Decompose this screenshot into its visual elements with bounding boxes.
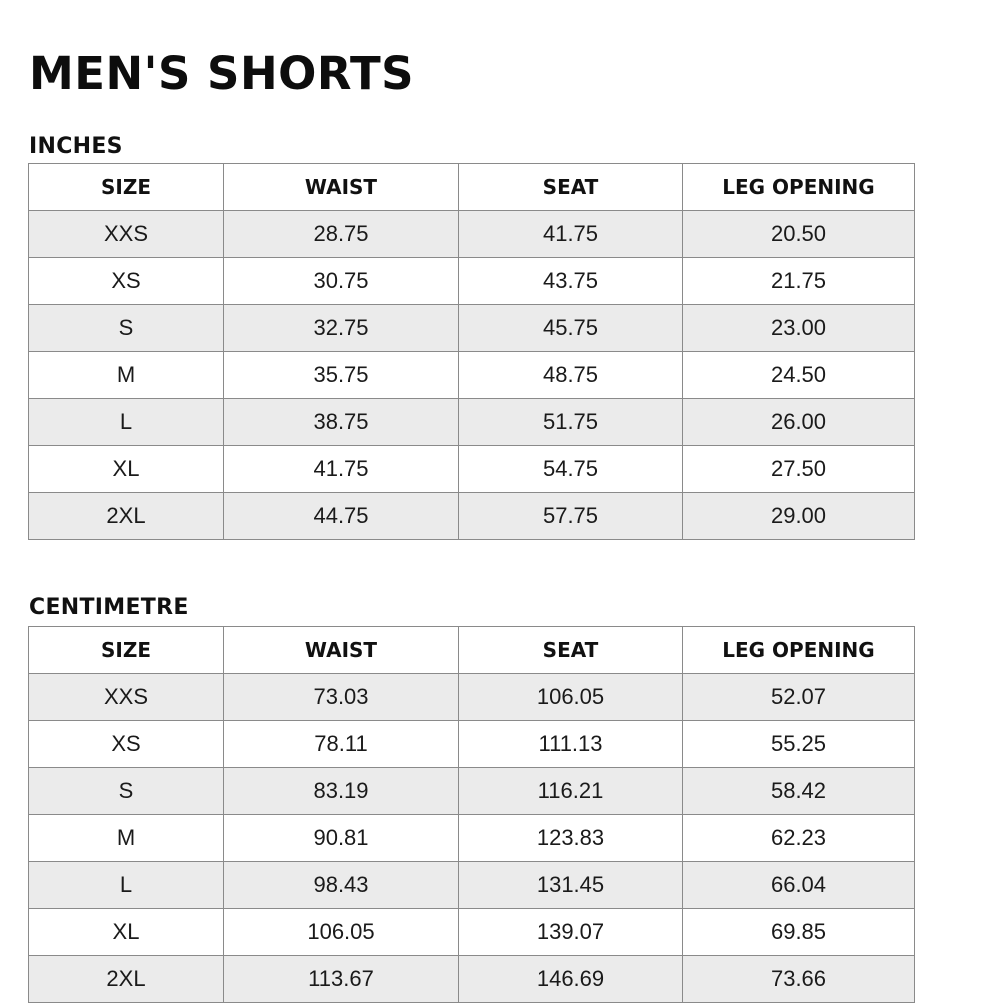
table-row — [29, 862, 915, 909]
cell-seat: 54.75 — [459, 446, 683, 493]
cell-waist: 28.75 — [224, 211, 459, 258]
cell-waist: 30.75 — [224, 258, 459, 305]
table-row — [29, 674, 915, 721]
table-row — [29, 768, 915, 815]
cell-seat: 123.83 — [459, 815, 683, 862]
size-table-centimetre — [28, 626, 915, 1003]
cell-size: M — [29, 815, 224, 862]
cell-leg-opening: 66.04 — [683, 862, 915, 909]
cell-leg-opening: 73.66 — [683, 956, 915, 1003]
cell-size: XXS — [29, 211, 224, 258]
table-header-row — [29, 164, 915, 211]
table-row — [29, 721, 915, 768]
cell-seat: 57.75 — [459, 493, 683, 540]
table-row — [29, 815, 915, 862]
cell-size: S — [29, 768, 224, 815]
cell-leg-opening: 52.07 — [683, 674, 915, 721]
cell-seat: 45.75 — [459, 305, 683, 352]
cell-size: 2XL — [29, 493, 224, 540]
column-header-seat: SEAT — [459, 164, 683, 211]
cell-waist: 73.03 — [224, 674, 459, 721]
cell-leg-opening: 23.00 — [683, 305, 915, 352]
cell-size: L — [29, 399, 224, 446]
cell-seat: 51.75 — [459, 399, 683, 446]
cell-waist: 41.75 — [224, 446, 459, 493]
cell-leg-opening: 24.50 — [683, 352, 915, 399]
cell-leg-opening: 26.00 — [683, 399, 915, 446]
column-header-leg-opening: LEG OPENING — [683, 627, 915, 674]
table-row — [29, 909, 915, 956]
table-row — [29, 493, 915, 540]
cell-seat: 139.07 — [459, 909, 683, 956]
page-title: MEN'S SHORTS — [29, 47, 415, 100]
cell-waist: 83.19 — [224, 768, 459, 815]
cell-seat: 48.75 — [459, 352, 683, 399]
cell-waist: 90.81 — [224, 815, 459, 862]
cell-seat: 43.75 — [459, 258, 683, 305]
cell-size: XS — [29, 258, 224, 305]
cell-seat: 111.13 — [459, 721, 683, 768]
cell-size: M — [29, 352, 224, 399]
cell-size: 2XL — [29, 956, 224, 1003]
cell-leg-opening: 55.25 — [683, 721, 915, 768]
cell-waist: 98.43 — [224, 862, 459, 909]
size-table-inches — [28, 163, 915, 540]
table-row — [29, 956, 915, 1003]
cell-leg-opening: 62.23 — [683, 815, 915, 862]
cell-waist: 32.75 — [224, 305, 459, 352]
cell-leg-opening: 69.85 — [683, 909, 915, 956]
table-row — [29, 258, 915, 305]
table-row — [29, 305, 915, 352]
cell-seat: 131.45 — [459, 862, 683, 909]
cell-waist: 38.75 — [224, 399, 459, 446]
column-header-waist: WAIST — [224, 627, 459, 674]
cell-waist: 35.75 — [224, 352, 459, 399]
cell-waist: 78.11 — [224, 721, 459, 768]
cell-size: XXS — [29, 674, 224, 721]
cell-leg-opening: 29.00 — [683, 493, 915, 540]
table-row — [29, 211, 915, 258]
cell-size: XS — [29, 721, 224, 768]
table-header-row — [29, 627, 915, 674]
cell-leg-opening: 58.42 — [683, 768, 915, 815]
cell-seat: 106.05 — [459, 674, 683, 721]
table-row — [29, 352, 915, 399]
table-row — [29, 399, 915, 446]
column-header-seat: SEAT — [459, 627, 683, 674]
cell-waist: 113.67 — [224, 956, 459, 1003]
cell-seat: 41.75 — [459, 211, 683, 258]
section-label-centimetre: CENTIMETRE — [29, 595, 189, 620]
cell-waist: 44.75 — [224, 493, 459, 540]
cell-size: XL — [29, 909, 224, 956]
cell-leg-opening: 21.75 — [683, 258, 915, 305]
cell-size: S — [29, 305, 224, 352]
cell-seat: 146.69 — [459, 956, 683, 1003]
column-header-size: SIZE — [29, 164, 224, 211]
table-row — [29, 446, 915, 493]
column-header-waist: WAIST — [224, 164, 459, 211]
cell-seat: 116.21 — [459, 768, 683, 815]
column-header-size: SIZE — [29, 627, 224, 674]
column-header-leg-opening: LEG OPENING — [683, 164, 915, 211]
cell-leg-opening: 27.50 — [683, 446, 915, 493]
cell-leg-opening: 20.50 — [683, 211, 915, 258]
cell-size: L — [29, 862, 224, 909]
section-label-inches: INCHES — [29, 134, 123, 159]
cell-size: XL — [29, 446, 224, 493]
cell-waist: 106.05 — [224, 909, 459, 956]
